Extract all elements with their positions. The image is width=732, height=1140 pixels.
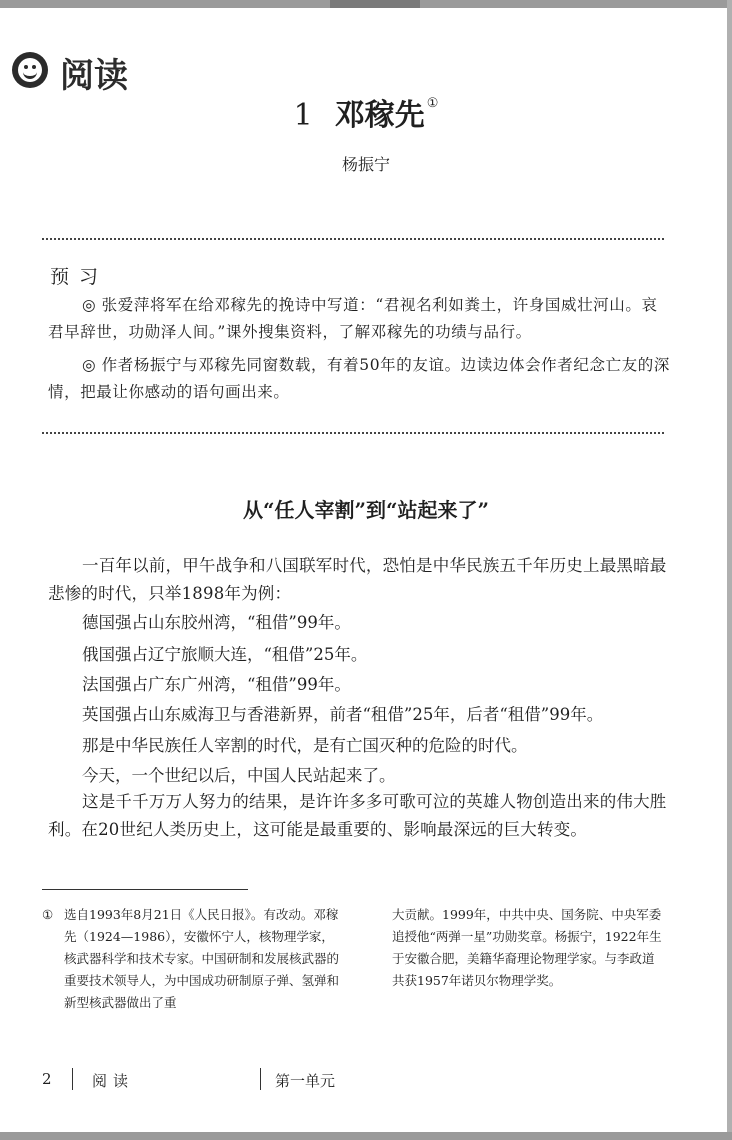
footnote-right: 大贡献。1999年，中共中央、国务院、中央军委追授他“两弹一星”功勋奖章。杨振宁，1922年生于安徽合肥，美籍华裔理论物理学家。与李政道共获1957年诺贝尔物理学奖。 [392, 907, 662, 988]
body-paragraph-2: 这是千千万万人努力的结果，是许许多多可歌可泣的英雄人物创造出来的伟大胜利。在20世纪人类历史上，这可能是最重要的、影响最深远的巨大转变。 [48, 792, 667, 839]
footer-unit: 第一单元 [275, 1072, 336, 1090]
body-line-6: 今天，一个世纪以后，中国人民站起来了。 [82, 766, 396, 785]
lesson-title-text: 邓稼先 [334, 98, 425, 133]
body-line-5: 那是中华民族任人宰割的时代，是有亡国灭种的危险的时代。 [82, 736, 528, 755]
footnote-left-text: 选自1993年8月21日《人民日报》。有改动。邓稼先（1924—1986），安徽怀宁人，核物理学家，核武器科学和技术专家。中国研制和发展核武器的重要技术领导人，为中国成功研制原子弹、氢弹和新型核武器做出了重 [64, 907, 340, 1010]
top-edge-mark [330, 0, 420, 8]
footer-separator-1 [72, 1068, 73, 1090]
top-edge [0, 0, 732, 8]
section-subtitle: 从“任人宰割”到“站起来了” [242, 498, 489, 522]
body-line-2: 俄国强占辽宁旅顺大连，“租借”25年。 [82, 645, 368, 664]
lesson-title [0, 90, 732, 134]
divider-dotted-top [42, 238, 664, 240]
preview-item-1: ◎ 张爱萍将军在给邓稼先的挽诗中写道：“君视名利如粪土，许身国威壮河山。哀君早辞世，功勋泽人间。”课外搜集资料，了解邓稼先的功绩与品行。 [48, 296, 658, 341]
preview-item-2: ◎ 作者杨振宁与邓稼先同窗数载，有着50年的友谊。边读边体会作者纪念亡友的深情，把最让你感动的语句画出来。 [48, 356, 670, 401]
body-paragraph-1: 一百年以前，甲午战争和八国联军时代，恐怕是中华民族五千年历史上最黑暗最悲惨的时代，只举1898年为例： [48, 556, 667, 603]
body-line-3: 法国强占广东广州湾，“租借”99年。 [82, 675, 351, 694]
footer-separator-2 [260, 1068, 261, 1090]
footnote-left [42, 904, 344, 1014]
bottom-edge [0, 1132, 732, 1140]
page-number: 2 [42, 1070, 52, 1088]
body-line-4: 英国强占山东威海卫与香港新界，前者“租借”25年，后者“租借”99年。 [82, 705, 604, 724]
preview-label: 预习 [50, 266, 109, 288]
body-line-1: 德国强占山东胶州湾，“租借”99年。 [82, 613, 351, 632]
divider-dotted-bottom [42, 432, 664, 434]
footnote-rule [42, 889, 248, 890]
footnote-left-mark: ① [42, 907, 54, 922]
footnote-marker: ① [426, 96, 439, 111]
lesson-number: 1 [293, 98, 313, 133]
footer-book-section: 阅读 [92, 1072, 135, 1090]
smiley-icon [12, 52, 48, 88]
section-heading: 阅读 [60, 56, 128, 96]
author: 杨振宁 [341, 155, 390, 174]
